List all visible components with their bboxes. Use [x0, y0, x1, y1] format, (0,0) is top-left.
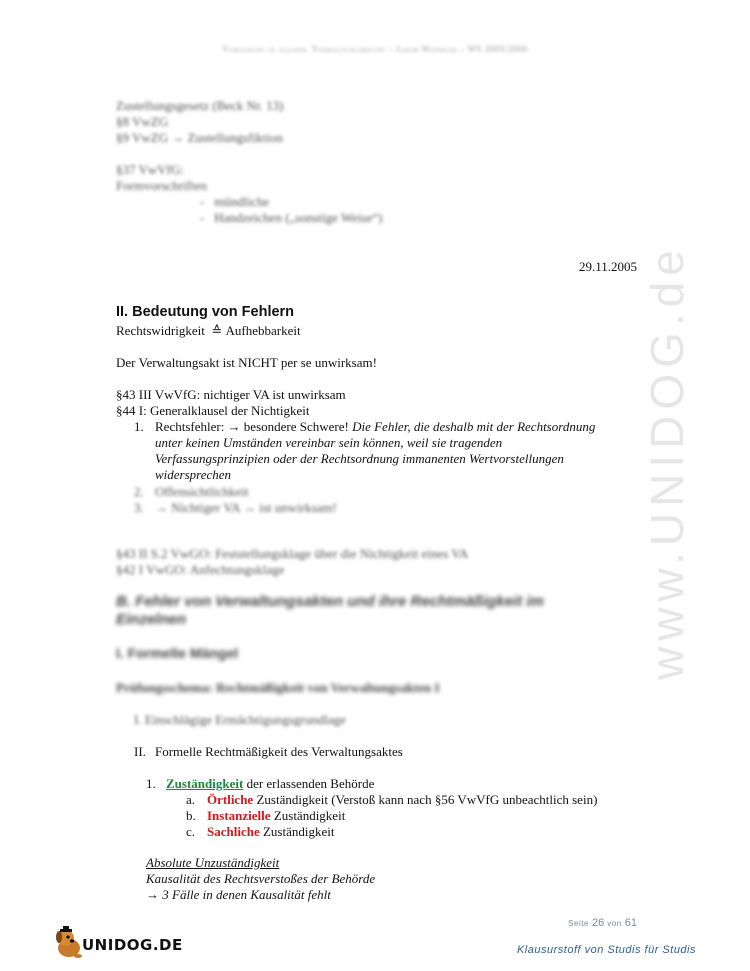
sub-letter: a. — [186, 792, 196, 807]
list-item-cont: Verfassungsprinzipien oder der Rechtsordnung immanenten Wertvorstellungen — [155, 451, 564, 466]
blurred-line: §8 VwZG — [116, 114, 169, 129]
blurred-line: Formvorschriften — [116, 178, 207, 193]
blurred-bullet: - mündliche — [200, 194, 269, 209]
sub-letter: c. — [186, 824, 196, 839]
blurred-heading: B. Fehler von Verwaltungsakten und ihre Rechtmäßigkeit im — [116, 593, 544, 610]
list-item-cont: widersprechen — [155, 467, 232, 482]
absolute-heading: Absolute Unzuständigkeit — [146, 855, 280, 870]
paragraph-43: §43 III VwVfG: nichtiger VA ist unwirksam — [116, 387, 346, 402]
equivalence-line: Rechtswidrigkeit ≙ Aufhebbarkeit — [116, 323, 301, 338]
blurred-line: §9 VwZG → Zustellungsfiktion — [116, 130, 283, 145]
list-item-cont: unter keinen Umständen vereinbar sein können, weil sie tragenden — [155, 435, 503, 450]
watermark: www.UNIDOG.de — [641, 244, 693, 680]
zustaendigkeit-item: Zuständigkeit der erlassenden Behörde — [166, 776, 375, 791]
blurred-subheading: I. Formelle Mängel — [116, 645, 239, 661]
paragraph-44: §44 I: Generalklausel der Nichtigkeit — [116, 403, 310, 418]
list-item: → Nichtiger VA → ist unwirksam! — [155, 500, 337, 515]
blurred-line: §37 VwVfG: — [116, 162, 185, 177]
list-item-num: 3. — [134, 500, 144, 515]
blurred-scheme: Prüfungsschema: Rechtmäßigkeit von Verwaltungsakten I — [116, 680, 440, 695]
page-number: Seite 26 von 61 — [568, 917, 637, 929]
running-header: Vorlesung in allgem. Verwaltungsrecht – Jakob Wendler – WS 2005/2006 — [222, 44, 528, 54]
sub-item: Instanzielle Zuständigkeit — [207, 808, 346, 823]
dog-icon — [52, 926, 84, 960]
item-num: 1. — [146, 776, 156, 791]
section-heading: II. Bedeutung von Fehlern — [116, 304, 295, 320]
list-item-num: 2. — [134, 484, 144, 499]
statement: Der Verwaltungsakt ist NICHT per se unwirksam! — [116, 355, 377, 370]
list-item-num: 1. — [134, 419, 144, 434]
tagline: Klausurstoff von Studis für Studis — [516, 944, 696, 956]
blurred-line: §43 II S.2 VwGO: Feststellungsklage über die Nichtigkeit eines VA — [116, 546, 469, 561]
sub-item: Örtliche Zuständigkeit (Verstoß kann nach §56 VwVfG unbeachtlich sein) — [207, 792, 598, 807]
logo-text: UNIDOG.DE — [82, 936, 183, 954]
sub-letter: b. — [186, 808, 196, 823]
sub-item: Sachliche Zuständigkeit — [207, 824, 335, 839]
list-item: Offensichtlichkeit — [155, 484, 249, 499]
kausal-line: Kausalität des Rechtsverstoßes der Behörde — [146, 871, 376, 886]
blurred-bullet: - Handzeichen („sonstige Weise“) — [200, 210, 383, 225]
faelle-line: → 3 Fälle in denen Kausalität fehlt — [146, 887, 331, 902]
roman-num: II. — [134, 744, 146, 759]
date: 29.11.2005 — [578, 259, 637, 274]
logo — [52, 926, 183, 962]
formal-heading: Formelle Rechtmäßigkeit des Verwaltungsaktes — [155, 744, 403, 759]
blurred-line: §42 I VwGO: Anfechtungsklage — [116, 562, 285, 577]
blurred-line: I. Einschlägige Ermächtigungsgrundlage — [134, 712, 346, 727]
blurred-line: Zustellungsgesetz (Beck Nr. 13) — [116, 98, 284, 113]
list-item: Rechtsfehler: → besondere Schwere! Die Fehler, die deshalb mit der Rechtsordnung — [155, 419, 596, 434]
blurred-heading: Einzelnen — [116, 611, 187, 628]
corresponds-symbol: ≙ — [211, 323, 223, 338]
zustaendigkeit-highlight: Zuständigkeit — [166, 776, 244, 791]
